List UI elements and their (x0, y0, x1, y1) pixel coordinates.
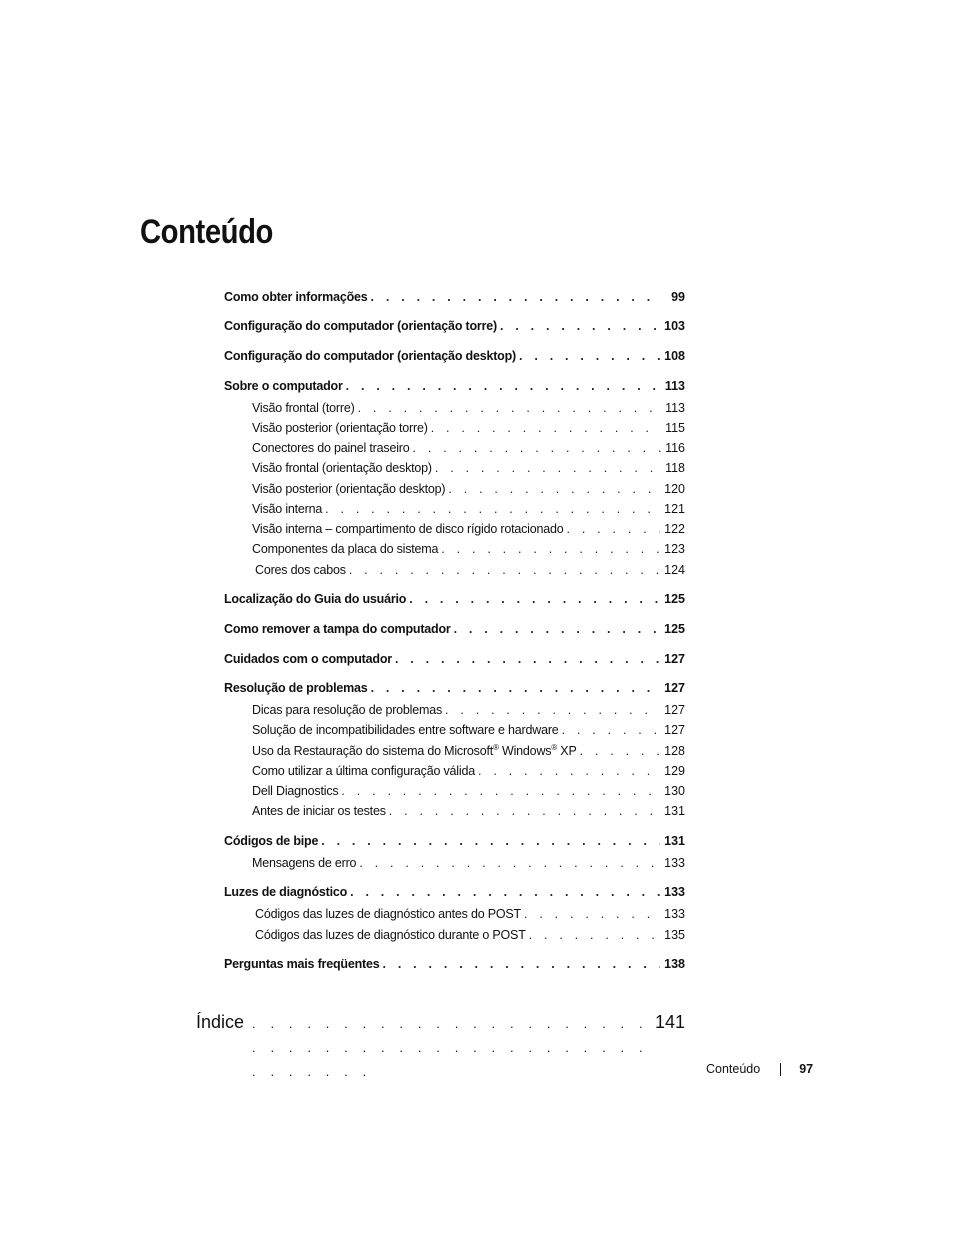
toc-entry-label: Configuração do computador (orientação torre) (224, 319, 497, 333)
toc-subentry[interactable] (252, 480, 685, 498)
page-title: Conteúdo (140, 213, 273, 251)
toc-entry-label: Uso da Restauração do sistema do Microsoft® Windows® XP (252, 743, 577, 758)
toc-subentry[interactable] (252, 802, 685, 820)
toc-entry-label: Visão frontal (orientação desktop) (252, 461, 432, 475)
toc-entry-label: Cuidados com o computador (224, 652, 392, 666)
toc-entry[interactable] (224, 347, 685, 365)
toc-entry-label: Perguntas mais freqüentes (224, 957, 380, 971)
toc-entry-page: 123 (664, 542, 685, 556)
toc-entry[interactable] (224, 883, 685, 901)
toc-entry[interactable] (224, 288, 685, 306)
toc-entry[interactable] (224, 590, 685, 608)
toc-subentry[interactable] (252, 701, 685, 719)
toc-subentry[interactable] (255, 905, 685, 923)
footer-section: Conteúdo (706, 1062, 761, 1076)
toc-entry-label: Visão posterior (orientação desktop) (252, 482, 446, 496)
toc-subentry[interactable] (255, 561, 685, 579)
page-footer (706, 1062, 813, 1076)
toc-entry[interactable] (224, 317, 685, 335)
toc-subentry[interactable] (252, 721, 685, 739)
toc-entry-label: Visão interna (252, 502, 323, 516)
toc-entry-label: Solução de incompatibilidades entre software e hardware (252, 723, 559, 737)
toc-entry-page: 121 (664, 502, 685, 516)
toc-entry-label: Luzes de diagnóstico (224, 885, 348, 899)
toc-entry-page: 108 (664, 349, 685, 363)
toc-entry-label: Cores dos cabos (255, 563, 346, 577)
toc-entry-page: 127 (664, 681, 685, 695)
toc-subentry[interactable] (252, 500, 685, 518)
toc-entry-label: Como obter informações (224, 290, 368, 304)
toc-entry-page: 127 (664, 723, 685, 737)
toc-entry-page: 103 (664, 319, 685, 333)
toc-entry-label: Códigos de bipe (224, 834, 319, 848)
toc-entry-page: 131 (664, 834, 685, 848)
toc-entry-label: Dicas para resolução de problemas (252, 703, 443, 717)
index-label: Índice (196, 1012, 245, 1032)
toc-entry-label: Antes de iniciar os testes (252, 804, 386, 818)
toc-entry-page: 120 (664, 482, 685, 496)
toc-entry-page: 135 (664, 928, 685, 942)
toc-entry-label: Componentes da placa do sistema (252, 542, 439, 556)
toc-subentry[interactable] (255, 926, 685, 944)
toc-entry-page: 131 (664, 804, 685, 818)
toc-entry-page: 133 (664, 885, 685, 899)
toc-entry[interactable] (224, 955, 685, 973)
toc-entry[interactable] (224, 679, 685, 697)
toc-entry-page: 115 (665, 421, 685, 435)
toc-entry-page: 130 (664, 784, 685, 798)
toc-entry-page: 133 (664, 907, 685, 921)
index-page: 141 (654, 1012, 685, 1032)
toc-entry-page: 116 (665, 441, 685, 455)
toc-entry-page: 127 (664, 652, 685, 666)
toc-entry-page: 113 (664, 379, 685, 393)
toc-entry-page: 133 (664, 856, 685, 870)
toc-entry-page: 127 (664, 703, 685, 717)
toc-entry-label: Sobre o computador (224, 379, 343, 393)
toc-entry-label: Como remover a tampa do computador (224, 622, 451, 636)
toc-entry-label: Visão posterior (orientação torre) (252, 421, 428, 435)
toc-subentry[interactable] (252, 459, 685, 477)
toc-entry-page: 125 (664, 592, 685, 606)
toc-entry[interactable] (224, 650, 685, 668)
toc-entry-label: Códigos das luzes de diagnóstico durante o POST (255, 928, 526, 942)
toc-entry-label: Como utilizar a última configuração válida (252, 764, 475, 778)
toc-entry-page: 129 (664, 764, 685, 778)
toc-subentry[interactable] (252, 540, 685, 558)
toc-entry-label: Dell Diagnostics (252, 784, 339, 798)
toc-entry-page: 138 (664, 957, 685, 971)
toc-entry-label: Visão interna – compartimento de disco rígido rotacionado (252, 522, 564, 536)
toc-entry-page: 99 (671, 290, 685, 304)
toc-entry-page: 124 (664, 563, 685, 577)
toc-subentry[interactable] (252, 399, 685, 417)
toc-entry-label: Visão frontal (torre) (252, 401, 355, 415)
toc-subentry[interactable] (252, 762, 685, 780)
toc-subentry[interactable] (252, 854, 685, 872)
toc-index-entry[interactable] (196, 1010, 685, 1084)
toc-entry-page: 125 (664, 622, 685, 636)
toc-entry-label: Mensagens de erro (252, 856, 357, 870)
toc-entry-page: 113 (665, 401, 685, 415)
toc-entry-label: Resolução de problemas (224, 681, 368, 695)
toc-entry-page: 128 (664, 744, 685, 758)
toc-entry-label: Códigos das luzes de diagnóstico antes do POST (255, 907, 521, 921)
toc-entry-label: Conectores do painel traseiro (252, 441, 410, 455)
toc-entry[interactable] (224, 832, 685, 850)
footer-divider (780, 1063, 781, 1076)
toc-entry[interactable] (224, 620, 685, 638)
toc-subentry[interactable] (252, 419, 685, 437)
toc-entry-page: 122 (664, 522, 685, 536)
toc-subentry[interactable] (252, 520, 685, 538)
page-number: 97 (799, 1062, 814, 1076)
toc-entry[interactable] (224, 377, 685, 395)
toc-subentry[interactable] (252, 782, 685, 800)
toc-entry-page: 118 (665, 461, 685, 475)
toc-subentry[interactable] (252, 742, 685, 760)
toc-subentry[interactable] (252, 439, 685, 457)
toc-entry-label: Configuração do computador (orientação desktop) (224, 349, 517, 363)
toc-entry-label: Localização do Guia do usuário (224, 592, 407, 606)
